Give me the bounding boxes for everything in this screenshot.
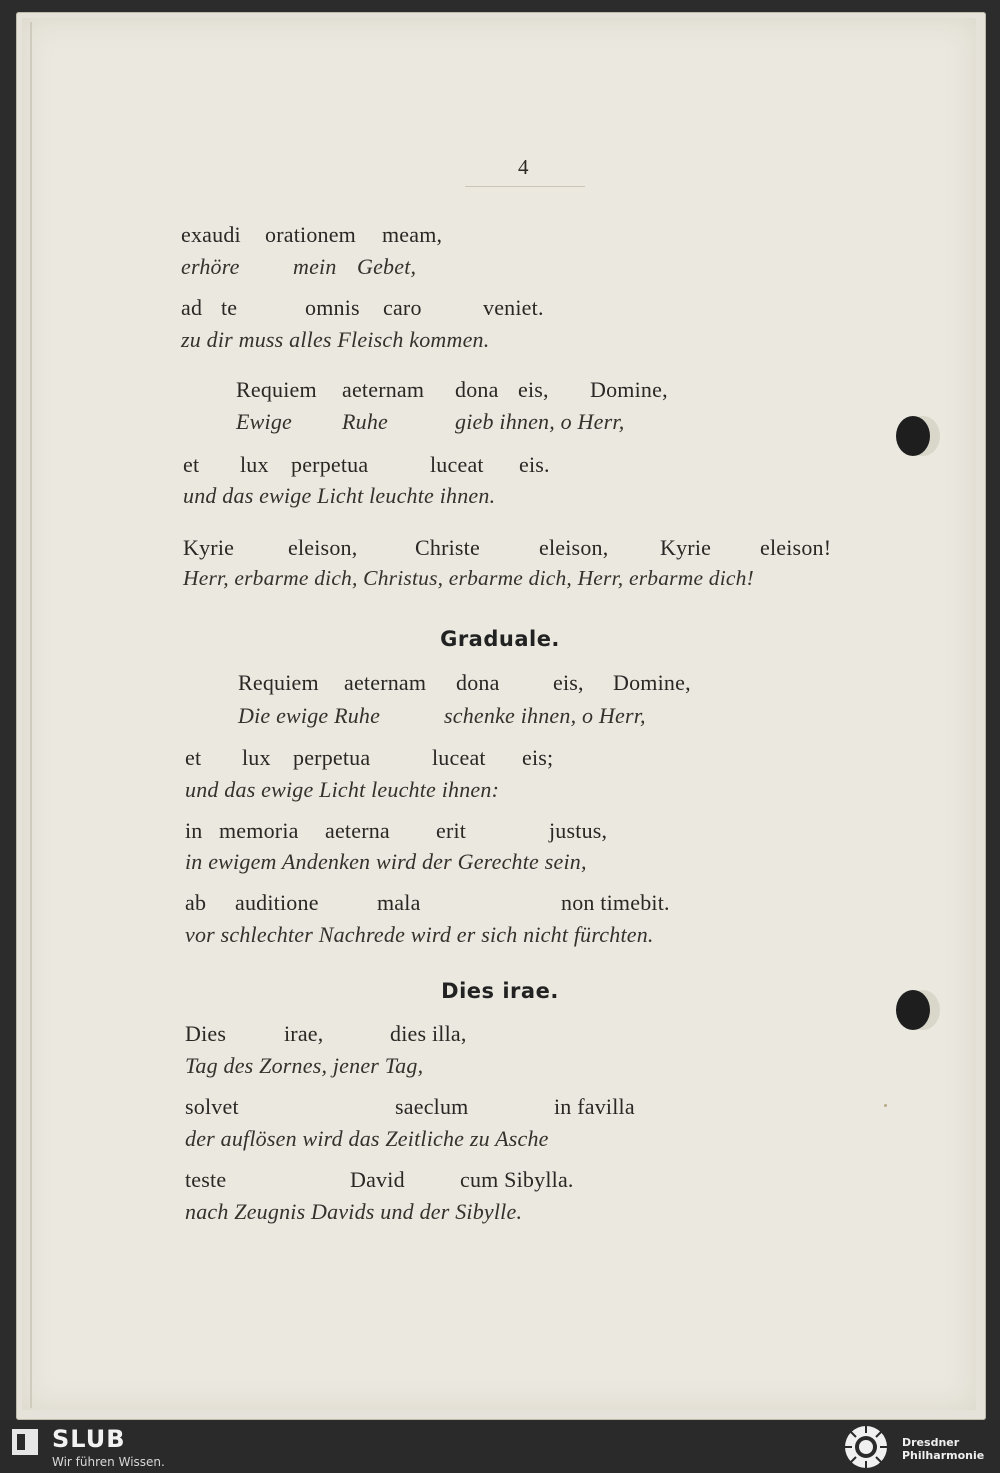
section-heading-graduale: Graduale.: [440, 627, 560, 651]
latin-word: dona: [455, 377, 499, 402]
latin-word: eis;: [522, 745, 554, 770]
latin-word: in favilla: [554, 1094, 635, 1119]
latin-word: saeclum: [395, 1094, 469, 1119]
latin-word: Requiem: [236, 377, 317, 402]
latin-word: perpetua: [291, 452, 369, 477]
german-text: und das ewige Licht leuchte ihnen.: [183, 483, 496, 508]
german-text: zu dir muss alles Fleisch kommen.: [181, 327, 490, 352]
latin-word: in: [185, 818, 203, 843]
latin-word: aeternam: [342, 377, 425, 402]
latin-word: lux: [242, 745, 271, 770]
latin-word: eis,: [553, 670, 584, 695]
german-text: der auflösen wird das Zeitliche zu Asche: [185, 1126, 549, 1151]
latin-word: David: [350, 1167, 405, 1192]
latin-word: ab: [185, 890, 207, 915]
latin-word: erit: [436, 818, 467, 843]
latin-word: Domine,: [613, 670, 691, 695]
latin-word: Domine,: [590, 377, 668, 402]
latin-word: solvet: [185, 1094, 239, 1119]
latin-word: memoria: [219, 818, 299, 843]
latin-word: Requiem: [238, 670, 319, 695]
partner-name: Dresdner Philharmonie: [902, 1436, 985, 1462]
german-text: in ewigem Andenken wird der Gerechte sein,: [185, 849, 587, 874]
latin-word: meam,: [382, 222, 443, 247]
latin-word: dies illa,: [390, 1021, 467, 1046]
latin-word: Kyrie: [660, 535, 712, 560]
latin-word: exaudi: [181, 222, 241, 247]
german-word: schenke ihnen, o Herr,: [444, 703, 646, 728]
latin-word: auditione: [235, 890, 319, 915]
latin-word: eleison,: [539, 535, 609, 560]
latin-word: Dies: [185, 1021, 227, 1046]
page-number-rule: [465, 186, 585, 187]
latin-word: lux: [240, 452, 269, 477]
latin-word: aeterna: [325, 818, 390, 843]
latin-word: teste: [185, 1167, 227, 1192]
latin-word: aeternam: [344, 670, 427, 695]
page-number: 4: [518, 155, 529, 179]
german-word: Ewige: [236, 409, 292, 434]
footer-bar: [0, 1420, 1000, 1473]
latin-word: non timebit.: [561, 890, 670, 915]
latin-word: luceat: [430, 452, 484, 477]
section-heading-dies-irae: Dies irae.: [441, 979, 559, 1003]
german-text: Herr, erbarme dich, Christus, erbarme dich, Herr, erbarme dich!: [183, 566, 754, 590]
german-word: gieb ihnen, o Herr,: [455, 409, 625, 434]
punch-hole-upper: [896, 416, 930, 456]
german-word: Ruhe: [342, 409, 389, 434]
latin-word: irae,: [284, 1021, 324, 1046]
latin-word: omnis: [305, 295, 360, 320]
latin-word: Kyrie: [183, 535, 235, 560]
latin-word: eis,: [518, 377, 549, 402]
latin-word: Christe: [415, 535, 480, 560]
latin-word: orationem: [265, 222, 356, 247]
library-tagline: Wir führen Wissen.: [52, 1455, 165, 1469]
library-name: SLUB: [52, 1425, 126, 1453]
german-text: Tag des Zornes, jener Tag,: [185, 1053, 424, 1078]
paper-speck: [884, 1104, 887, 1107]
latin-word: perpetua: [293, 745, 371, 770]
latin-word: mala: [377, 890, 421, 915]
german-word: erhöre: [181, 254, 240, 279]
latin-word: eleison,: [288, 535, 358, 560]
latin-word: cum Sibylla.: [460, 1167, 574, 1192]
latin-word: et: [185, 745, 202, 770]
latin-word: veniet.: [483, 295, 544, 320]
latin-word: te: [221, 295, 238, 320]
german-text: und das ewige Licht leuchte ihnen:: [185, 777, 500, 802]
philharmonie-logo-icon: [840, 1424, 892, 1470]
german-word: Gebet,: [357, 254, 417, 279]
latin-word: eis.: [519, 452, 550, 477]
german-text: vor schlechter Nachrede wird er sich nicht fürchten.: [185, 922, 654, 947]
slub-logo-icon: [12, 1429, 38, 1455]
german-word: mein: [293, 254, 337, 279]
latin-word: dona: [456, 670, 500, 695]
latin-word: caro: [383, 295, 422, 320]
latin-word: et: [183, 452, 200, 477]
latin-word: eleison!: [760, 535, 832, 560]
latin-word: luceat: [432, 745, 486, 770]
latin-word: justus,: [549, 818, 608, 843]
german-text: nach Zeugnis Davids und der Sibylle.: [185, 1199, 523, 1224]
german-word: Die ewige Ruhe: [238, 703, 381, 728]
page-binding-edge: [30, 22, 32, 1408]
latin-word: ad: [181, 295, 203, 320]
